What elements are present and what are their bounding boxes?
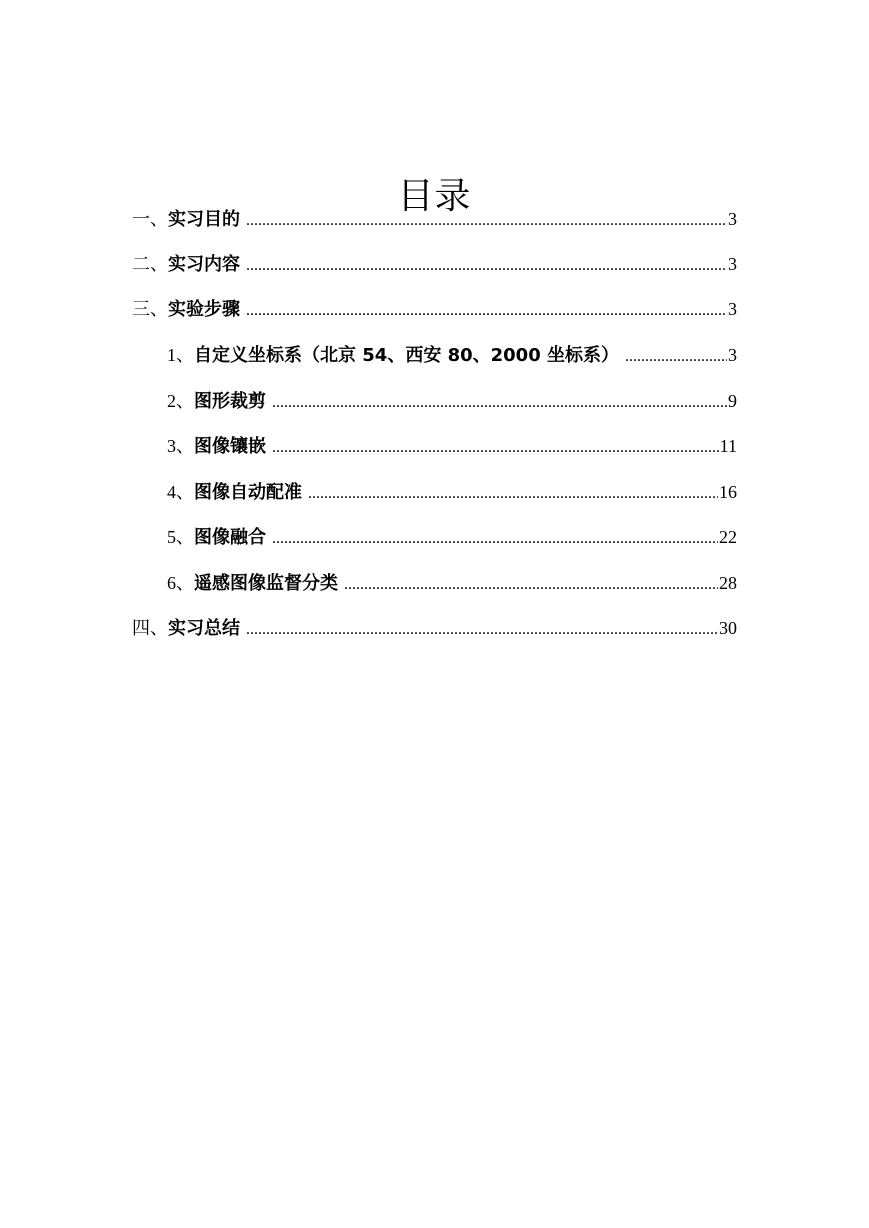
- toc-entry-custom-coordinate-system[interactable]: [167, 340, 737, 370]
- toc-dot-leader: [246, 251, 727, 281]
- toc-entry-number: 四、: [132, 618, 168, 639]
- toc-entry-page-number: 3: [728, 209, 737, 229]
- toc-dot-leader: [272, 524, 718, 554]
- toc-entry-page-number: 3: [728, 254, 737, 274]
- toc-dot-leader: [246, 615, 718, 645]
- toc-dot-leader: [246, 206, 727, 236]
- toc-entry-page-number: 9: [728, 391, 737, 411]
- toc-entry-label: 实习总结: [168, 618, 240, 639]
- page-title: 目录: [397, 176, 472, 218]
- toc-entry-content[interactable]: [132, 249, 737, 279]
- toc-entry-label: 实习内容: [168, 254, 240, 275]
- toc-entry-page-number: 22: [719, 527, 737, 547]
- toc-entry-number: 3、: [167, 436, 194, 456]
- toc-entry-label: 图像自动配准: [194, 482, 302, 503]
- toc-entry-label: 图像融合: [194, 527, 266, 548]
- toc-entry-steps[interactable]: [132, 294, 737, 324]
- toc-entry-page-number: 30: [719, 618, 737, 638]
- toc-entry-graphic-clipping[interactable]: [167, 386, 737, 416]
- toc-entry-label: 实习目的: [168, 209, 240, 230]
- toc-entry-objective[interactable]: [132, 204, 737, 234]
- toc-entry-page-number: 16: [719, 482, 737, 502]
- toc-entry-label: 图形裁剪: [194, 391, 266, 412]
- toc-entry-label: 实验步骤: [168, 299, 240, 320]
- toc-entry-number: 2、: [167, 391, 194, 411]
- toc-entry-label: 图像镶嵌: [194, 436, 266, 457]
- toc-entry-number: 二、: [132, 254, 168, 275]
- toc-entry-summary[interactable]: [132, 613, 737, 643]
- toc-entry-image-auto-registration[interactable]: [167, 477, 737, 507]
- toc-entry-image-fusion[interactable]: [167, 522, 737, 552]
- toc-dot-leader: [625, 342, 727, 372]
- toc-dot-leader: [246, 296, 727, 326]
- toc-entry-number: 1、: [167, 345, 194, 365]
- toc-entry-number: 一、: [132, 209, 168, 230]
- toc-entry-number: 5、: [167, 527, 194, 547]
- toc-entry-number: 三、: [132, 299, 168, 320]
- toc-entry-image-mosaic[interactable]: [167, 431, 737, 461]
- toc-entry-label: 自定义坐标系（北京 54、西安 80、2000 坐标系）: [194, 345, 619, 366]
- toc-dot-leader: [272, 433, 719, 463]
- toc-entry-label: 遥感图像监督分类: [194, 573, 338, 594]
- toc-entry-page-number: 28: [719, 573, 737, 593]
- toc-entry-number: 6、: [167, 573, 194, 593]
- toc-dot-leader: [308, 479, 718, 509]
- toc-dot-leader: [344, 570, 718, 600]
- toc-entry-page-number: 3: [728, 345, 737, 365]
- toc-entry-supervised-classification[interactable]: [167, 568, 737, 598]
- toc-entry-page-number: 11: [719, 436, 737, 456]
- toc-entry-number: 4、: [167, 482, 194, 502]
- toc-entry-page-number: 3: [728, 299, 737, 319]
- toc-dot-leader: [272, 388, 727, 418]
